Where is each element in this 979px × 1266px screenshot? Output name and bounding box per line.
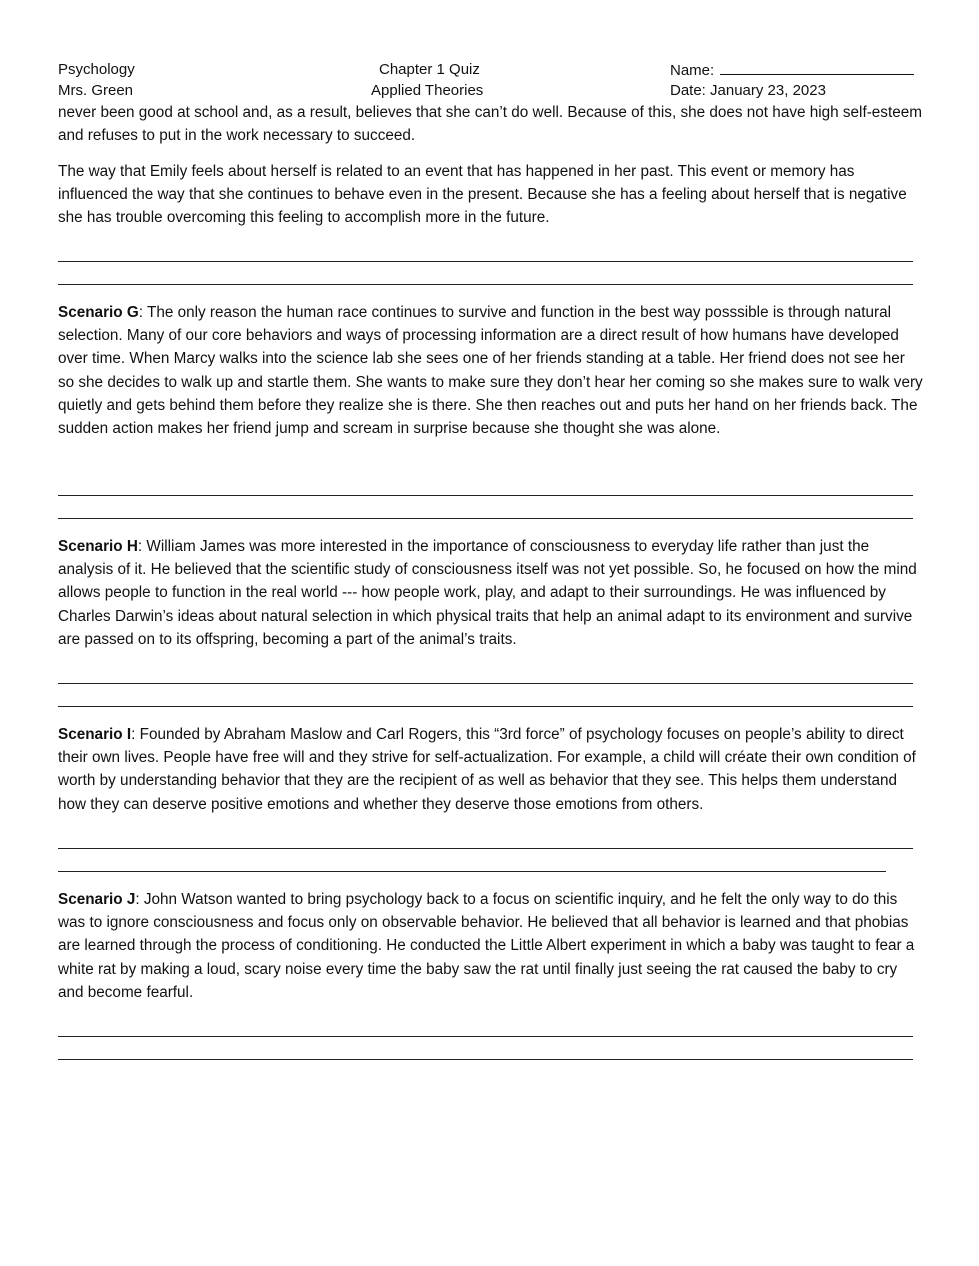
scenario-text: : The only reason the human race continues to survive and function in the best way posssible is through natural selection. Many of our core behaviors and ways of processing information are a direct result of how humans have developed over time. When Marcy walks into the science lab she sees one of her friends standing at a table. Her friend does not see her so she decides to walk up and startle them. She wants to make sure they don’t hear her coming so she makes sure to walk very quietly and gets behind them before they realize she is there. She then reaches out and puts her hand on her friends back. The sudden action makes her friend jump and scream in surprise because she thought she was alone. (58, 304, 923, 438)
date-label: Date: January 23, 2023 (670, 82, 826, 99)
answer-line[interactable] (58, 1059, 913, 1060)
answer-line[interactable] (58, 706, 913, 707)
scenario-label: Scenario G (58, 304, 139, 321)
scenario-label: Scenario J (58, 891, 136, 908)
scenario-label: Scenario H (58, 538, 138, 555)
name-blank-line[interactable] (720, 59, 914, 75)
continuation-paragraph-2: The way that Emily feels about herself is related to an event that has happened in her past. This event or memory has influenced the way that she continues to behave even in the present. Because she has a feeling about herself that is negative she has trouble overcoming this feeling to accomplish more in the future. (58, 163, 907, 227)
scenario-g (58, 301, 924, 440)
answer-line[interactable] (58, 284, 913, 285)
name-field[interactable] (670, 59, 914, 81)
scenario-label: Scenario I (58, 726, 132, 743)
scenario-text: : Founded by Abraham Maslow and Carl Rogers, this “3rd force” of psychology focuses on people’s ability to direct their own lives. People have free will and they strive for self-actualization. For example, a child will créate their own condition of worth by understanding behavior that they are the recipient of as well as behavior that they see. This helps them understand how they can deserve positive emotions and whether they deserve those emotions from others. (58, 726, 916, 813)
quiz-subtitle: Applied Theories (371, 82, 484, 99)
answer-line[interactable] (58, 495, 913, 496)
answer-line[interactable] (58, 871, 886, 872)
scenario-j (58, 888, 924, 1004)
answer-line[interactable] (58, 1036, 913, 1037)
quiz-title: Chapter 1 Quiz (379, 61, 480, 78)
subject-label: Psychology (58, 61, 135, 78)
continuation-paragraph-1: never been good at school and, as a result, believes that she can’t do well. Because of this, she does not have high self-esteem and refuses to put in the work necessary to succeed. (58, 104, 922, 145)
scenario-i (58, 723, 924, 816)
answer-line[interactable] (58, 518, 913, 519)
answer-line[interactable] (58, 848, 913, 849)
answer-line[interactable] (58, 683, 913, 684)
name-label: Name: (670, 62, 715, 79)
scenario-h (58, 535, 924, 651)
scenario-text: : William James was more interested in the importance of consciousness to everyday life rather than just the analysis of it. He believed that the scientific study of consciousness itself was not yet possible. So, he focused on how the mind allows people to function in the real world --- how people work, play, and adapt to their surroundings. He was influenced by Charles Darwin’s ideas about natural selection in which physical traits that help an animal adapt to its environment and survive are passed on to its offspring, becoming a part of the animal’s traits. (58, 538, 917, 648)
answer-line[interactable] (58, 261, 913, 262)
scenario-text: : John Watson wanted to bring psychology back to a focus on scientific inquiry, and he felt the only way to do this was to ignore consciousness and focus only on observable behavior. He believed that all behavior is learned and that phobias are learned through the process of conditioning. He conducted the Little Albert experiment in which a baby was taught to fear a white rat by making a loud, scary noise every time the baby saw the rat until finally just seeing the rat caused the baby to cry and become fearful. (58, 891, 915, 1001)
teacher-label: Mrs. Green (58, 82, 134, 99)
